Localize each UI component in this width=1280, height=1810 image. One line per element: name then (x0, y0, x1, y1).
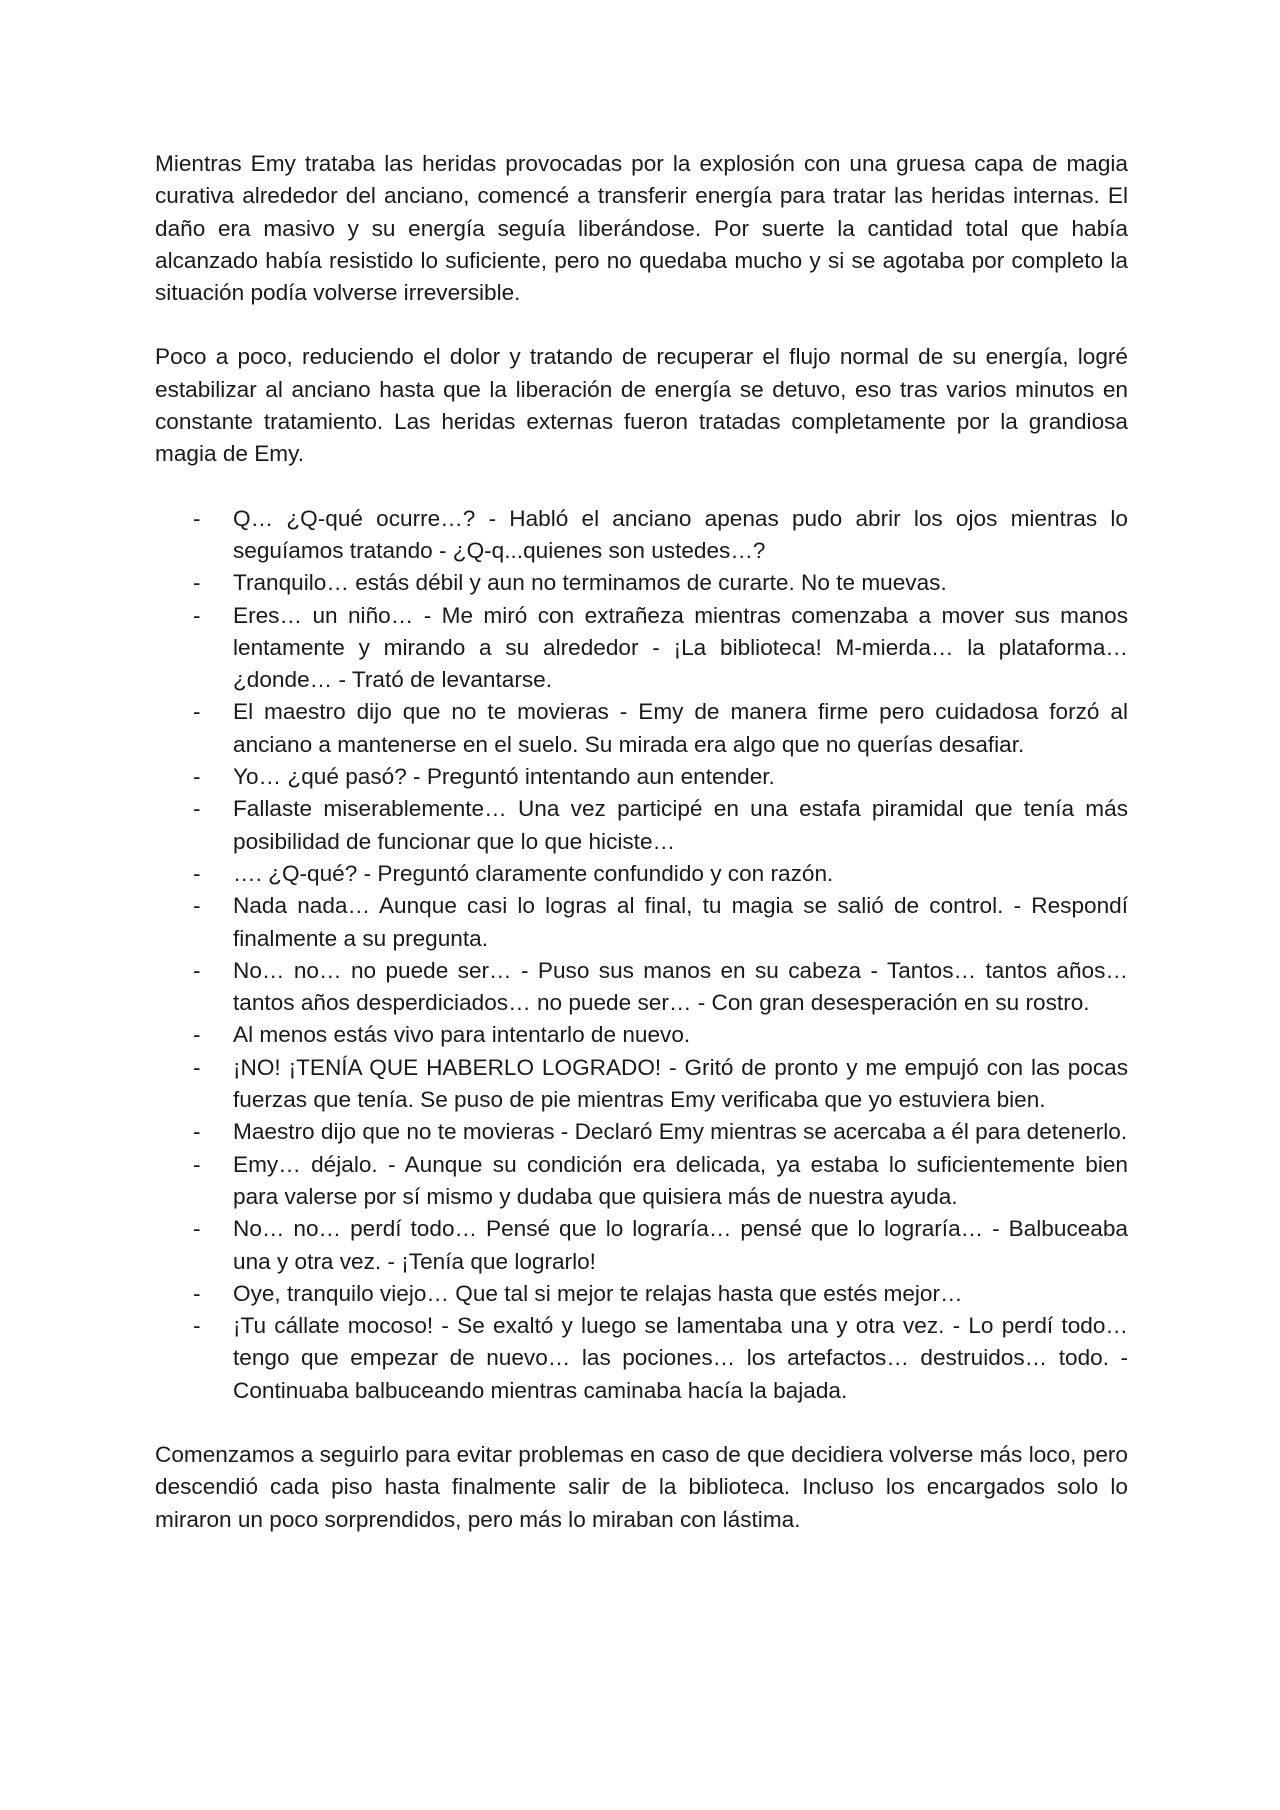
dialogue-line (155, 1278, 1128, 1310)
dialogue-text: No… no… perdí todo… Pensé que lo lograría… pensé que lo lograría… - Balbuceaba una y otra vez. - ¡Tenía que lograrlo! (233, 1216, 1128, 1274)
dialogue-text: Oye, tranquilo viejo… Que tal si mejor te relajas hasta que estés mejor… (233, 1280, 963, 1306)
dialogue-dash: - (193, 1022, 201, 1048)
paragraph-gap (155, 309, 1128, 341)
dialogue-text: …. ¿Q-qué? - Preguntó claramente confundido y con razón. (233, 860, 834, 886)
dialogue-line (155, 503, 1128, 568)
dialogue-text: ¡NO! ¡TENÍA QUE HABERLO LOGRADO! - Gritó de pronto y me empujó con las pocas fuerzas que tenía. Se puso de pie mientras Emy verificaba que yo estuviera bien. (233, 1054, 1128, 1113)
dialogue-line (155, 1019, 1128, 1051)
dialogue-text: El maestro dijo que no te movieras - Emy de manera firme pero cuidadosa forzó al anciano a mantenerse en el suelo. Su mirada era algo que no querías desafiar. (233, 699, 1128, 757)
dialogue-dash: - (193, 1119, 201, 1145)
dialogue-dash: - (193, 505, 201, 531)
dialogue-line (155, 696, 1128, 761)
dialogue-line (155, 793, 1128, 858)
dialogue-line (155, 600, 1128, 697)
paragraph-3: Comenzamos a seguirlo para evitar problemas en caso de que decidiera volverse más loco, pero descendió cada piso hasta finalmente salir de la biblioteca. Incluso los encargados solo lo miraron un poco sorprendidos, pero más lo miraban con lástima. (155, 1441, 1128, 1532)
dialogue-line (155, 858, 1128, 890)
dialogue-dash: - (193, 1216, 201, 1242)
dialogue-dash: - (193, 1054, 201, 1080)
dialogue-dash: - (193, 796, 201, 822)
dialogue-line (155, 567, 1128, 599)
dialogue-text: Fallaste miserablemente… Una vez participé en una estafa piramidal que tenía más posibilidad de funcionar que lo que hiciste… (233, 796, 1128, 854)
dialogue-line (155, 955, 1128, 1020)
dialogue-line (155, 761, 1128, 793)
dialogue-dash: - (193, 893, 201, 919)
dialogue-list (155, 503, 1128, 1407)
paragraph-1: Mientras Emy trataba las heridas provocadas por la explosión con una gruesa capa de magia curativa alrededor del anciano, comencé a transferir energía para tratar las heridas internas. El daño era masivo y su energía seguía liberándose. Por suerte la cantidad total que había alcanzado había resistido lo suficiente, pero no quedaba mucho y si se agotaba por completo la situación podía volverse irreversible. (155, 151, 1128, 306)
dialogue-line (155, 890, 1128, 955)
dialogue-dash: - (193, 957, 201, 983)
dialogue-text: Eres… un niño… - Me miró con extrañeza mientras comenzaba a mover sus manos lentamente y mirando a su alrededor - ¡La biblioteca! M-mierda… la plataforma… ¿donde… - Trató de levantarse. (233, 602, 1128, 693)
dialogue-text: Maestro dijo que no te movieras - Declaró Emy mientras se acercaba a él para detenerlo. (233, 1119, 1128, 1145)
document-page (155, 148, 1128, 1536)
dialogue-dash: - (193, 602, 201, 628)
dialogue-dash: - (193, 1280, 201, 1306)
dialogue-text: Yo… ¿qué pasó? - Preguntó intentando aun entender. (233, 764, 775, 790)
dialogue-line (155, 1310, 1128, 1407)
paragraph-gap (155, 1407, 1128, 1439)
dialogue-dash: - (193, 570, 201, 596)
dialogue-line (155, 1052, 1128, 1117)
dialogue-text: Q… ¿Q-qué ocurre…? - Habló el anciano apenas pudo abrir los ojos mientras lo seguíamos tratando - ¿Q-q...quienes son ustedes…? (233, 505, 1128, 563)
paragraph-2: Poco a poco, reduciendo el dolor y tratando de recuperar el flujo normal de su energía, logré estabilizar al anciano hasta que la liberación de energía se detuvo, eso tras varios minutos en constante tratamiento. Las heridas externas fueron tratadas completamente por la grandiosa magia de Emy. (155, 344, 1128, 467)
dialogue-line (155, 1116, 1128, 1148)
dialogue-text: Tranquilo… estás débil y aun no terminamos de curarte. No te muevas. (233, 570, 947, 596)
paragraph-gap (155, 471, 1128, 503)
dialogue-dash: - (193, 764, 201, 790)
dialogue-line (155, 1213, 1128, 1278)
dialogue-text: Nada nada… Aunque casi lo logras al final, tu magia se salió de control. - Respondí finalmente a su pregunta. (233, 893, 1128, 951)
dialogue-text: ¡Tu cállate mocoso! - Se exaltó y luego se lamentaba una y otra vez. - Lo perdí todo… tengo que empezar de nuevo… las pociones… los artefactos… destruidos… todo. - Continuaba balbuceando mientras caminaba hacía la bajada. (233, 1313, 1128, 1403)
dialogue-text: Emy… déjalo. - Aunque su condición era delicada, ya estaba lo suficientemente bien para valerse por sí mismo y dudaba que quisiera más de nuestra ayuda. (233, 1151, 1128, 1209)
dialogue-dash: - (193, 1151, 201, 1177)
dialogue-dash: - (193, 1313, 201, 1339)
dialogue-dash: - (193, 860, 201, 886)
dialogue-text: No… no… no puede ser… - Puso sus manos en su cabeza - Tantos… tantos años… tantos años desperdiciados… no puede ser… - Con gran desesperación en su rostro. (233, 957, 1128, 1016)
dialogue-line (155, 1149, 1128, 1214)
dialogue-dash: - (193, 699, 201, 725)
dialogue-text: Al menos estás vivo para intentarlo de nuevo. (233, 1022, 691, 1048)
